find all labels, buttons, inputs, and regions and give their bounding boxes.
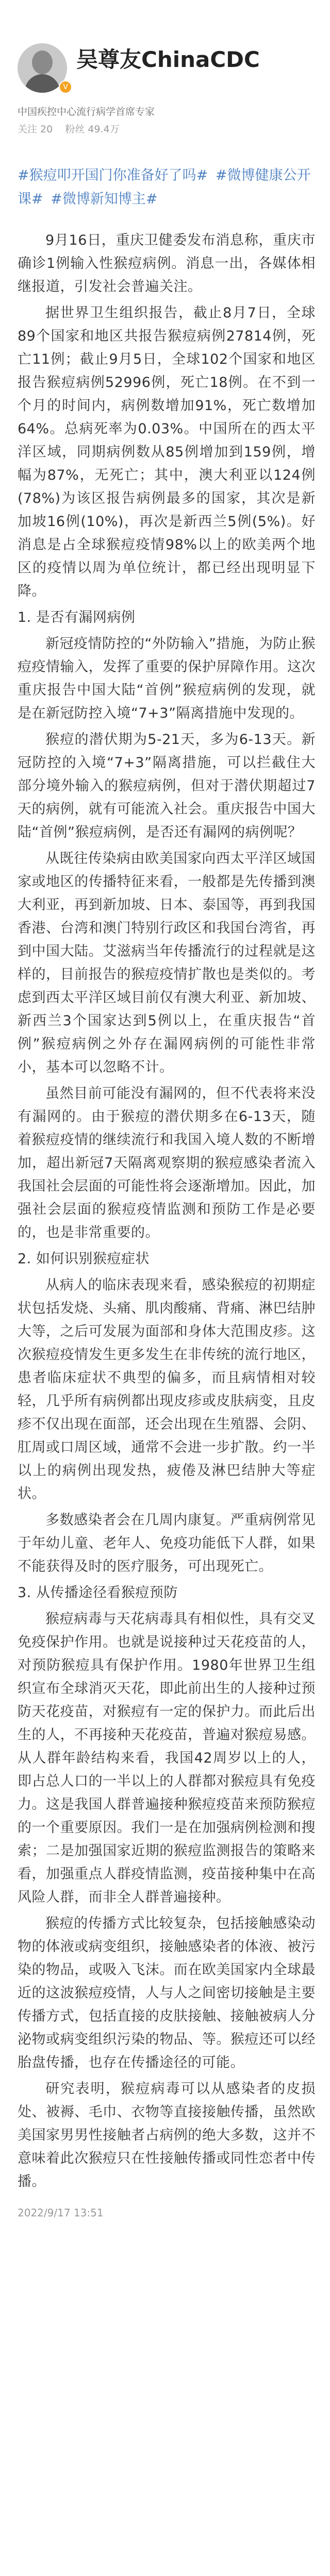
- paragraph: 从既往传染病由欧美国家向西太平洋区域国家或地区的传播特征来看，一般都是先传播到澳大利亚，再到新加坡、日本、泰国等，再到我国香港、台湾和澳门特别行政区和我国台湾省，再到中国大陆。艾滋病当年传播流行的过程就是这样的，目前报告的猴痘疫情扩散也是类似的。考虑到西太平洋区域目前仅有澳大利亚、新加坡、新西兰3个国家达到5例以上，在重庆报告“首例”猴痘病例之外存在漏网病例的可能性非常小，基本可以忽略不计。: [18, 851, 316, 1075]
- profile-name[interactable]: 吴尊友ChinaCDC: [76, 47, 260, 72]
- topic-tags: [18, 164, 320, 211]
- section-heading: 3. 从传播途径看猴痘预防: [18, 1585, 178, 1601]
- paragraph: 猴痘的传播方式比较复杂，包括接触感染动物的体液或病变组织，接触感染者的体液、被污染的物品，或吸入飞沫。而在欧美国家内全球最近的这波猴痘疫情，人与人之间密切接触是主要传播方式，包括直接的皮肤接触、接触被病人分泌物或病变组织污染的物品、等。猴痘还可以经胎盘传播，也存在传播途径的可能。: [18, 1916, 316, 2071]
- profile-bio: 中国疾控中心流行病学首席专家: [18, 106, 155, 117]
- following-count[interactable]: 关注 20: [18, 124, 53, 135]
- section-heading: 2. 如何识别猴痘症状: [18, 1251, 150, 1267]
- paragraph: 新冠疫情防控的“外防输入”措施，为防止猴痘疫情输入，发挥了重要的保护屏障作用。这次重庆报告中国大陆“首例”猴痘病例的发现，就是在新冠防控入境“7+3”隔离措施中发现的。: [18, 636, 316, 721]
- topic-tag[interactable]: #猴痘叩开国门你准备好了吗#: [18, 167, 208, 183]
- paragraph: 猴痘的潜伏期为5-21天，多为6-13天。新冠防控的入境“7+3”隔离措施，可以拦截住大部分境外输入的猴痘病例，但对于潜伏期超过7天的病例，就有可能流入社会。重庆报告中国大陆“首例”猴痘病例，是否还有漏网的病例呢？: [18, 732, 316, 840]
- paragraph: 据世界卫生组织报告，截止8月7日，全球89个国家和地区共报告猴痘病例27814例，死亡11例；截止9月5日，全球102个国家和地区报告猴痘病例52996例，死亡18例。在不到一个月的时间内，病例数增加91%，死亡数增加64%。总病死率为0.03%。中国所在的西太平洋区域，同期病例数从85例增加到159例，增幅为87%，无死亡；其中，澳大利亚以124例(78%)为该区报告病例最多的国家，其次是新加坡16例(10%)，再次是新西兰5例(5%)。好消息是占全球猴痘疫情98%以上的欧美两个地区的疫情以周为单位统计，都已经出现明显下降。: [18, 305, 316, 599]
- follower-count[interactable]: 粉丝 49.4万: [65, 124, 120, 135]
- verified-badge-icon: V: [59, 80, 72, 94]
- paragraph: 猴痘病毒与天花病毒具有相似性，具有交叉免疫保护作用。也就是说接种过天花疫苗的人，对预防猴痘具有保护作用。1980年世界卫生组织宣布全球消灭天花，即此前出生的人接种过预防天花疫苗，对猴痘有一定的保护力。而此后出生的人，不再接种天花疫苗，普遍对猴痘易感。从人群年龄结构来看，我国42周岁以上的人，即占总人口的一半以上的人群都对猴痘具有免疫力。这是我国人群普遍接种猴痘疫苗来预防猴痘的一个重要原因。我们一是在加强病例检测和搜索；二是加强国家近期的猴痘监测报告的策略来看，加强重点人群疫情监测，疫苗接种集中在高风险人群，而非全人群普遍接种。: [18, 1611, 316, 1905]
- paragraph: 研究表明，猴痘病毒可以从感染者的皮损处、被褥、毛巾、衣物等直接接触传播，虽然欧美国家男男性接触者占病例的绝大多数，这并不意味着此次猴痘只在性接触传播或同性恋者中传播。: [18, 2081, 316, 2190]
- avatar-head: [32, 50, 53, 74]
- post-timestamp: 2022/9/17 13:51: [18, 2207, 104, 2219]
- topic-tag[interactable]: #微博新知博主#: [51, 191, 158, 207]
- topic-tag[interactable]: #微博健康公开课#: [18, 167, 311, 207]
- paragraph: 9月16日，重庆卫健委发布消息称，重庆市确诊1例输入性猴痘病例。消息一出，各媒体相继报道，引发社会普遍关注。: [18, 232, 316, 295]
- profile-stats: [18, 122, 129, 135]
- paragraph: 虽然目前可能没有漏网的，但不代表将来没有漏网的。由于猴痘的潜伏期多在6-13天，随着猴痘疫情的继续流行和我国入境人数的不断增加，超出新冠7天隔离观察期的猴痘感染者流入我国社会层面的可能性将会逐渐增加。因此，加强社会层面的猴痘疫情监测和预防工作是必要的，也是非常重要的。: [18, 1086, 316, 1241]
- paragraph: 从病人的临床表现来看，感染猴痘的初期症状包括发烧、头痛、肌肉酸痛、背痛、淋巴结肿大等，之后可发展为面部和身体大范围皮疹。这次猴痘疫情发生更多发生在非传统的流行地区，患者临床症状不典型的偏多，而且病情相对较轻，几乎所有病例都出现皮疹或皮肤病变，且皮疹不仅出现在面部，还会出现在生殖器、会阴、肛周或口周区域，通常不会进一步扩散。约一半以上的病例出现发热，疲倦及淋巴结肿大等症状。: [18, 1277, 316, 1502]
- section-heading: 1. 是否有漏网病例: [18, 609, 136, 625]
- paragraph: 多数感染者会在几周内康复。严重病例常见于年幼儿童、老年人、免疫功能低下人群，如果不能获得及时的医疗服务，可出现死亡。: [18, 1512, 316, 1574]
- article-body: [18, 229, 316, 2196]
- profile-header: [18, 43, 317, 135]
- avatar-body: [25, 74, 60, 93]
